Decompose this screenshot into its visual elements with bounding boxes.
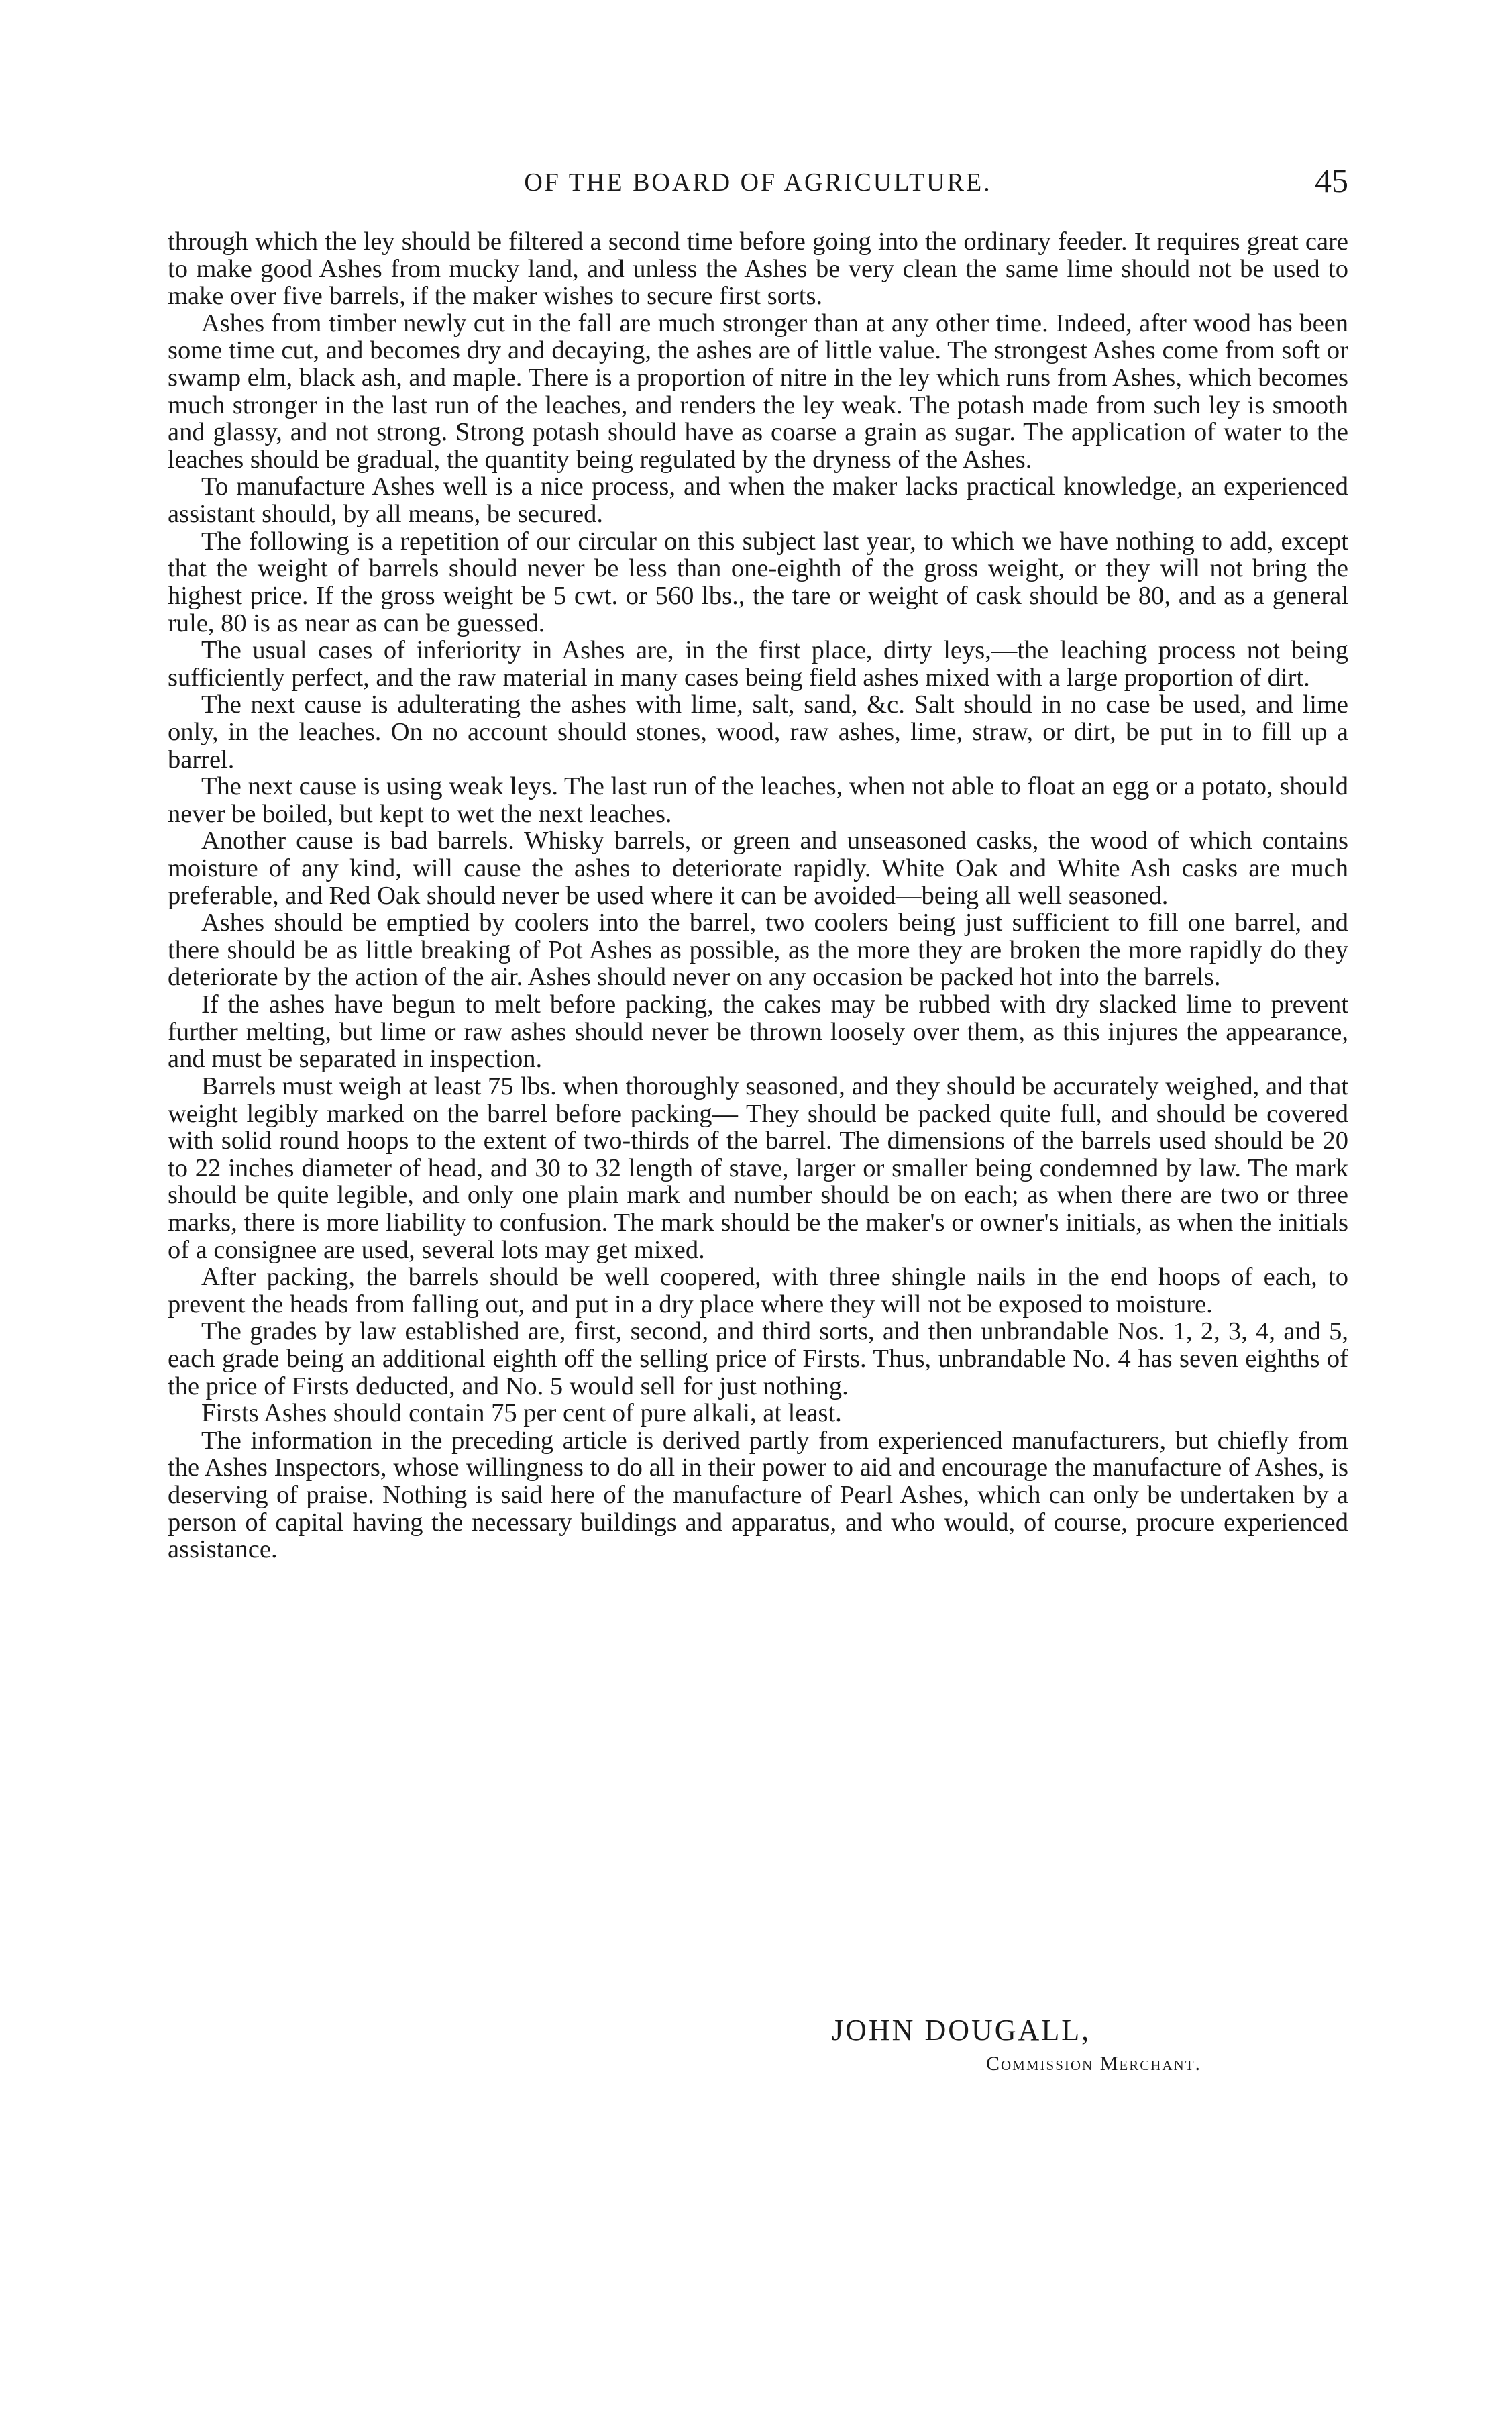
paragraph: Ashes should be emptied by coolers into the barrel, two coolers being just sufficient to fill one barrel, and there should be as little breaking of Pot Ashes as possible, as the more they are broken the more rapidly do they deteriorate by the action of the air. Ashes should never on any occasion be packed hot into the barrels. [168,909,1348,992]
paragraph: The usual cases of inferiority in Ashes are, in the first place, dirty leys,—the leaching process not being sufficiently perfect, and the raw material in many cases being field ashes mixed with a large proportion of dirt. [168,636,1348,692]
paragraph: If the ashes have begun to melt before packing, the cakes may be rubbed with dry slacked lime to prevent further melting, but lime or raw ashes should never be thrown loosely over them, as this injures the appearance, and must be separated in inspection. [168,990,1348,1074]
paragraph: To manufacture Ashes well is a nice process, and when the maker lacks practical knowledge, an experienced assistant should, by all means, be secured. [168,472,1348,529]
paragraph: Ashes from timber newly cut in the fall are much stronger than at any other time. Indeed, after wood has been some time cut, and becomes dry and decaying, the ashes are of little value. The strongest Ashes come from soft or swamp elm, black ash, and maple. There is a proportion of nitre in the ley which runs from Ashes, which becomes much stronger in the last run of the leaches, and renders the ley weak. The potash made from such ley is smooth and glassy, and not strong. Strong potash should have as coarse a grain as sugar. The application of water to the leaches should be gradual, the quantity being regulated by the dryness of the Ashes. [168,309,1348,474]
paragraph: Firsts Ashes should contain 75 per cent of pure alkali, at least. [201,1399,842,1428]
paragraph: through which the ley should be filtered a second time before going into the ordinary feeder. It requires great care to make good Ashes from mucky land, and unless the Ashes be very clean the same lime should not be used to make over five barrels, if the maker wishes to secure first sorts. [168,227,1348,311]
page-number: 45 [1315,162,1348,199]
article-body [168,228,1348,1563]
paragraph: The information in the preceding article is derived partly from experienced manufacturers, but chiefly from the Ashes Inspectors, whose willingness to do all in their power to aid and encourage the manufacture of Ashes, is deserving of praise. Nothing is said here of the manufacture of Pearl Ashes, which can only be undertaken by a person of capital having the necessary buildings and apparatus, and who would, of course, procure experienced assistance. [168,1426,1348,1564]
paragraph: The grades by law established are, first, second, and third sorts, and then unbrandable Nos. 1, 2, 3, 4, and 5, each grade being an additional eighth off the selling price of Firsts. Thus, unbrandable No. 4 has seven eighths of the price of Firsts deducted, and No. 5 would sell for just nothing. [168,1317,1348,1400]
signature-title: Commission Merchant. [986,2053,1202,2075]
paragraph: The next cause is adulterating the ashes with lime, salt, sand, &c. Salt should in no case be used, and lime only, in the leaches. On no account should stones, wood, raw ashes, lime, straw, or dirt, be put in to fill up a barrel. [168,690,1348,774]
paragraph: The following is a repetition of our circular on this subject last year, to which we have nothing to add, except that the weight of barrels should never be less than one-eighth of the gross weight, or they will not bring the highest price. If the gross weight be 5 cwt. or 560 lbs., the tare or weight of cask should be 80, and as a general rule, 80 is as near as can be guessed. [168,527,1348,637]
paragraph: Another cause is bad barrels. Whisky barrels, or green and unseasoned casks, the wood of which contains moisture of any kind, will cause the ashes to deteriorate rapidly. White Oak and White Ash casks are much preferable, and Red Oak should never be used where it can be avoided—being all well seasoned. [168,827,1348,910]
signature-block [168,2013,1348,2075]
page-header [168,161,1348,208]
running-head: OF THE BOARD OF AGRICULTURE. [524,168,992,197]
paragraph: The next cause is using weak leys. The last run of the leaches, when not able to float an egg or a potato, should never be boiled, but kept to wet the next leaches. [168,772,1348,828]
paragraph: After packing, the barrels should be well coopered, with three shingle nails in the end hoops of each, to prevent the heads from falling out, and put in a dry place where they will not be exposed to moisture. [168,1263,1348,1319]
signature-name: JOHN DOUGALL, [832,2014,1091,2047]
paragraph: Barrels must weigh at least 75 lbs. when thoroughly seasoned, and they should be accurately weighed, and that weight legibly marked on the barrel before packing— They should be packed quite full, and should be covered with solid round hoops to the extent of two-thirds of the barrel. The dimensions of the barrels used should be 20 to 22 inches diameter of head, and 30 to 32 length of stave, larger or smaller being condemned by law. The mark should be quite legible, and only one plain mark and number should be on each; as when there are two or three marks, there is more liability to confusion. The mark should be the maker's or owner's initials, as when the initials of a consignee are used, several lots may get mixed. [168,1072,1348,1264]
